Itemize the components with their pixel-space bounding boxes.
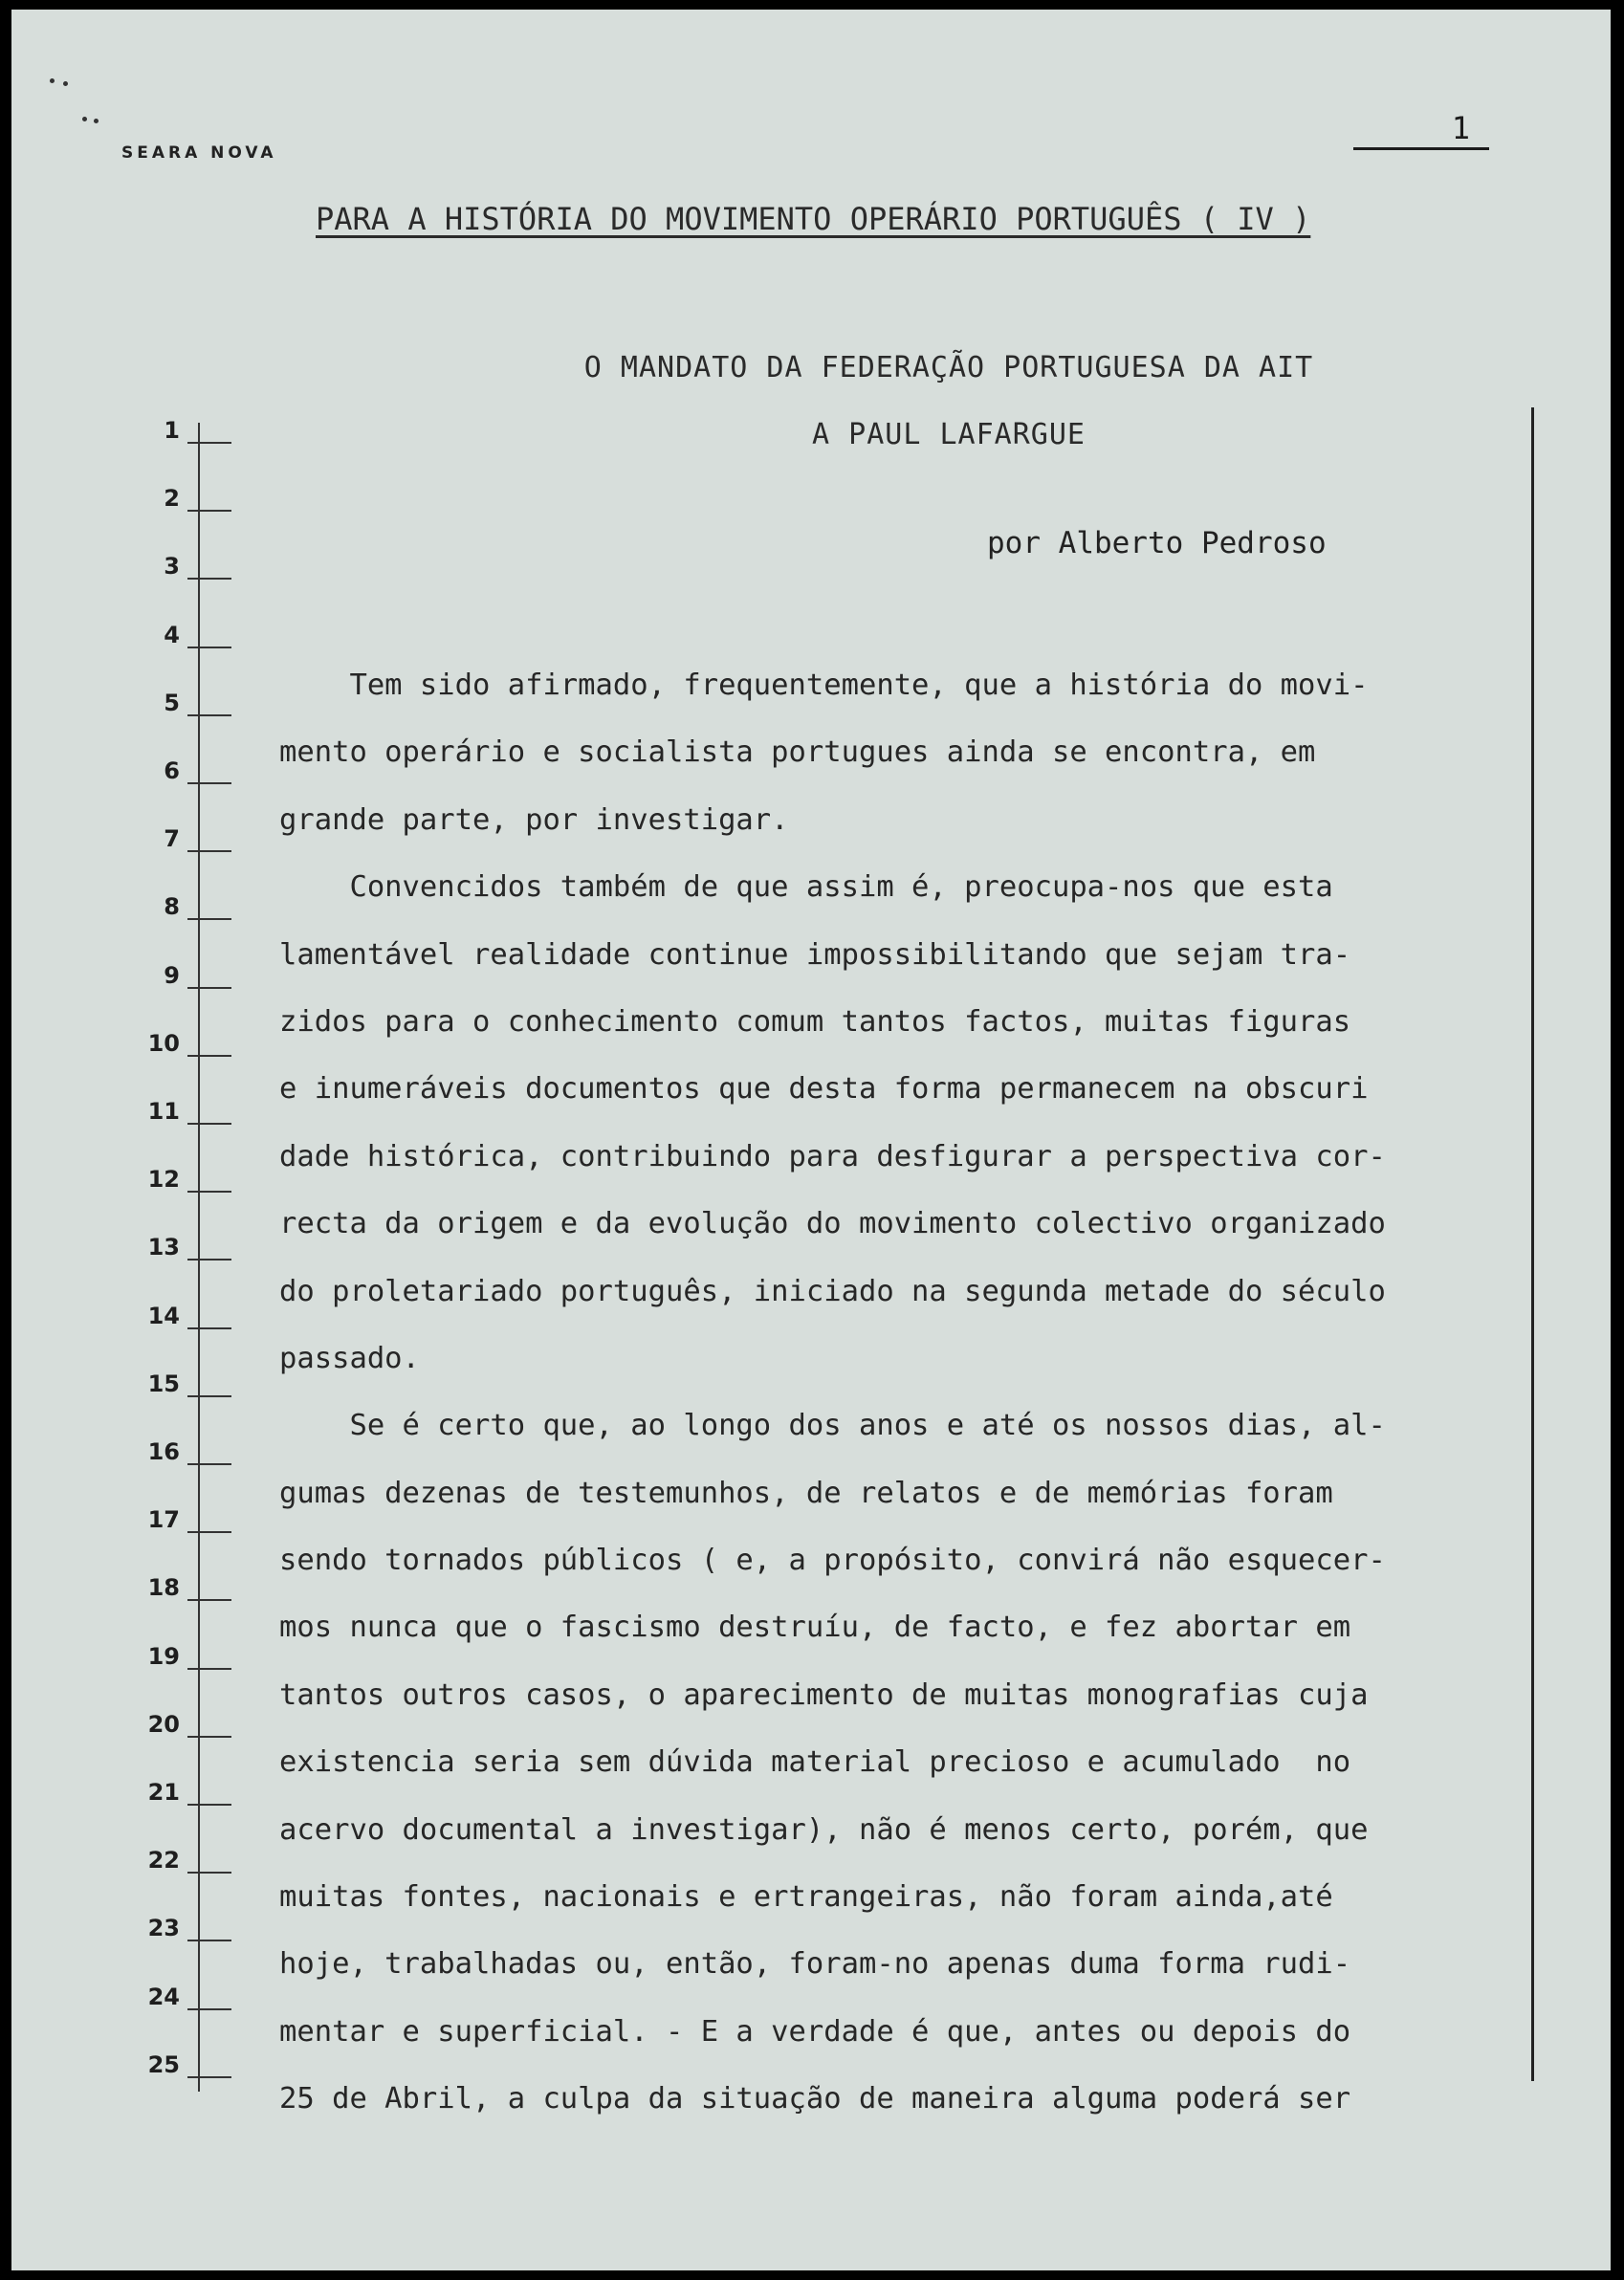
margin-line-number — [138, 1711, 231, 1740]
body-line: acervo documental a investigar), não é menos certo, porém, que — [279, 1812, 1369, 1847]
margin-line-tick — [187, 1123, 231, 1125]
margin-line-tick — [187, 1736, 231, 1738]
margin-line-number — [138, 1438, 231, 1467]
margin-line-number — [138, 1984, 231, 2012]
margin-line-number — [138, 1779, 231, 1808]
margin-line-number — [138, 1847, 231, 1875]
article-title-line-1: O MANDATO DA FEDERAÇÃO PORTUGUESA DA AIT — [583, 351, 1314, 384]
body-line: lamentável realidade continue impossibilitando que sejam tra- — [279, 937, 1351, 972]
right-margin-rule — [1531, 407, 1534, 2081]
margin-line-tick — [187, 510, 231, 512]
margin-line-tick — [187, 1327, 231, 1329]
margin-line-number — [138, 690, 231, 718]
margin-line-tick — [187, 2008, 231, 2010]
margin-line-tick — [187, 2076, 231, 2078]
margin-line-number — [138, 1234, 231, 1262]
margin-line-number — [138, 757, 231, 786]
margin-line-number — [138, 1643, 231, 1672]
margin-line-number — [138, 1098, 231, 1127]
margin-line-number — [138, 622, 231, 650]
margin-line-number-label: 24 — [147, 1983, 180, 2010]
margin-line-number — [138, 825, 231, 854]
margin-line-number-label: 14 — [147, 1302, 180, 1329]
page-number: 1 — [1451, 110, 1470, 146]
margin-line-tick — [187, 714, 231, 716]
margin-line-number — [138, 1303, 231, 1331]
body-line: muitas fontes, nacionais e ertrangeiras, não foram ainda,até — [279, 1880, 1333, 1915]
margin-line-number — [138, 485, 231, 514]
margin-line-number — [138, 1915, 231, 1943]
margin-line-number-label: 12 — [147, 1166, 180, 1194]
margin-line-number-label: 17 — [147, 1506, 180, 1534]
body-line: mos nunca que o fascismo destruíu, de facto, e fez abortar em — [279, 1611, 1351, 1645]
margin-line-number — [138, 1166, 231, 1195]
body-line: tantos outros casos, o aparecimento de muitas monografias cuja — [279, 1677, 1369, 1712]
body-line: mentar e superficial. - E a verdade é que, antes ou depois do — [279, 2014, 1351, 2049]
body-line: e inumeráveis documentos que desta forma permanecem na obscuri — [279, 1072, 1369, 1107]
margin-line-number-label: 8 — [164, 893, 180, 921]
margin-line-tick — [187, 918, 231, 920]
margin-line-numbers — [11, 10, 241, 2114]
body-line: gumas dezenas de testemunhos, de relatos e de memórias foram — [279, 1476, 1333, 1510]
margin-line-tick — [187, 850, 231, 852]
margin-line-tick — [187, 1259, 231, 1261]
margin-line-number-label: 5 — [164, 689, 180, 716]
margin-line-number-label: 19 — [147, 1642, 180, 1670]
body-line: dade histórica, contribuindo para desfigurar a perspectiva cor- — [279, 1139, 1386, 1173]
margin-line-number-label: 1 — [164, 417, 180, 444]
margin-line-number-label: 20 — [147, 1710, 180, 1738]
margin-line-number-label: 13 — [147, 1234, 180, 1261]
margin-line-number — [138, 962, 231, 991]
margin-line-number-label: 3 — [164, 553, 180, 581]
body-line: sendo tornados públicos ( e, a propósito, convirá não esquecer- — [279, 1544, 1386, 1578]
margin-line-tick — [187, 578, 231, 580]
margin-line-tick — [187, 1191, 231, 1193]
margin-line-tick — [187, 1463, 231, 1465]
series-title: PARA A HISTÓRIA DO MOVIMENTO OPERÁRIO PORTUGUÊS ( IV ) — [316, 201, 1311, 237]
margin-line-number-label: 23 — [147, 1915, 180, 1942]
margin-line-number — [138, 1030, 231, 1059]
margin-line-number-label: 9 — [164, 961, 180, 989]
body-line: Se é certo que, ao longo dos anos e até os nossos dias, al- — [279, 1409, 1386, 1443]
margin-line-number-label: 22 — [147, 1847, 180, 1874]
margin-line-number-label: 11 — [147, 1098, 180, 1125]
margin-line-tick — [187, 1872, 231, 1874]
margin-line-number — [138, 417, 231, 446]
margin-line-number — [138, 893, 231, 922]
margin-line-number-label: 6 — [164, 757, 180, 784]
body-line: do proletariado português, iniciado na segunda metade do século — [279, 1274, 1386, 1308]
typescript-page — [11, 10, 1611, 2270]
margin-line-tick — [187, 1804, 231, 1806]
margin-line-number — [138, 2051, 231, 2080]
margin-line-number-label: 18 — [147, 1574, 180, 1602]
margin-line-number-label: 21 — [147, 1779, 180, 1806]
journal-name: SEARA NOVA — [121, 143, 277, 163]
article-body — [279, 652, 1513, 2134]
body-line: Convencidos também de que assim é, preocupa-nos que esta — [279, 870, 1333, 905]
page-number-rule — [1353, 147, 1489, 150]
body-line: passado. — [279, 1341, 420, 1375]
body-line: mento operário e socialista portugues ainda se encontra, em — [279, 735, 1316, 770]
margin-line-number-label: 25 — [147, 2050, 180, 2078]
body-line: Tem sido afirmado, frequentemente, que a história do movi- — [279, 669, 1369, 702]
margin-line-number — [138, 553, 231, 581]
margin-line-number-label: 4 — [164, 621, 180, 648]
margin-line-tick — [187, 1599, 231, 1601]
body-line: recta da origem e da evolução do movimento colectivo organizado — [279, 1207, 1386, 1241]
margin-line-number-label: 15 — [147, 1370, 180, 1397]
margin-line-number — [138, 1370, 231, 1399]
body-line: hoje, trabalhadas ou, então, foram-no apenas duma forma rudi- — [279, 1947, 1351, 1982]
margin-line-tick — [187, 1055, 231, 1057]
body-line: grande parte, por investigar. — [279, 802, 789, 837]
body-line: 25 de Abril, a culpa da situação de maneira alguma poderá ser — [279, 2082, 1351, 2116]
margin-line-tick — [187, 1668, 231, 1670]
margin-line-tick — [187, 782, 231, 784]
byline: por Alberto Pedroso — [987, 526, 1327, 560]
margin-line-tick — [187, 647, 231, 648]
margin-line-number-label: 16 — [147, 1438, 180, 1465]
article-title-line-2: A PAUL LAFARGUE — [812, 418, 1086, 451]
margin-line-number — [138, 1506, 231, 1535]
body-line: existencia seria sem dúvida material precioso e acumulado no — [279, 1745, 1351, 1780]
margin-line-number-label: 2 — [164, 485, 180, 513]
margin-line-tick — [187, 1531, 231, 1533]
margin-line-tick — [187, 987, 231, 989]
margin-line-number — [138, 1574, 231, 1603]
margin-line-tick — [187, 1940, 231, 1941]
margin-line-tick — [187, 442, 231, 444]
article-title — [480, 335, 1417, 469]
margin-line-tick — [187, 1395, 231, 1397]
margin-line-number-label: 10 — [147, 1029, 180, 1057]
margin-line-number-label: 7 — [164, 825, 180, 853]
body-line: zidos para o conhecimento comum tantos factos, muitas figuras — [279, 1004, 1351, 1039]
